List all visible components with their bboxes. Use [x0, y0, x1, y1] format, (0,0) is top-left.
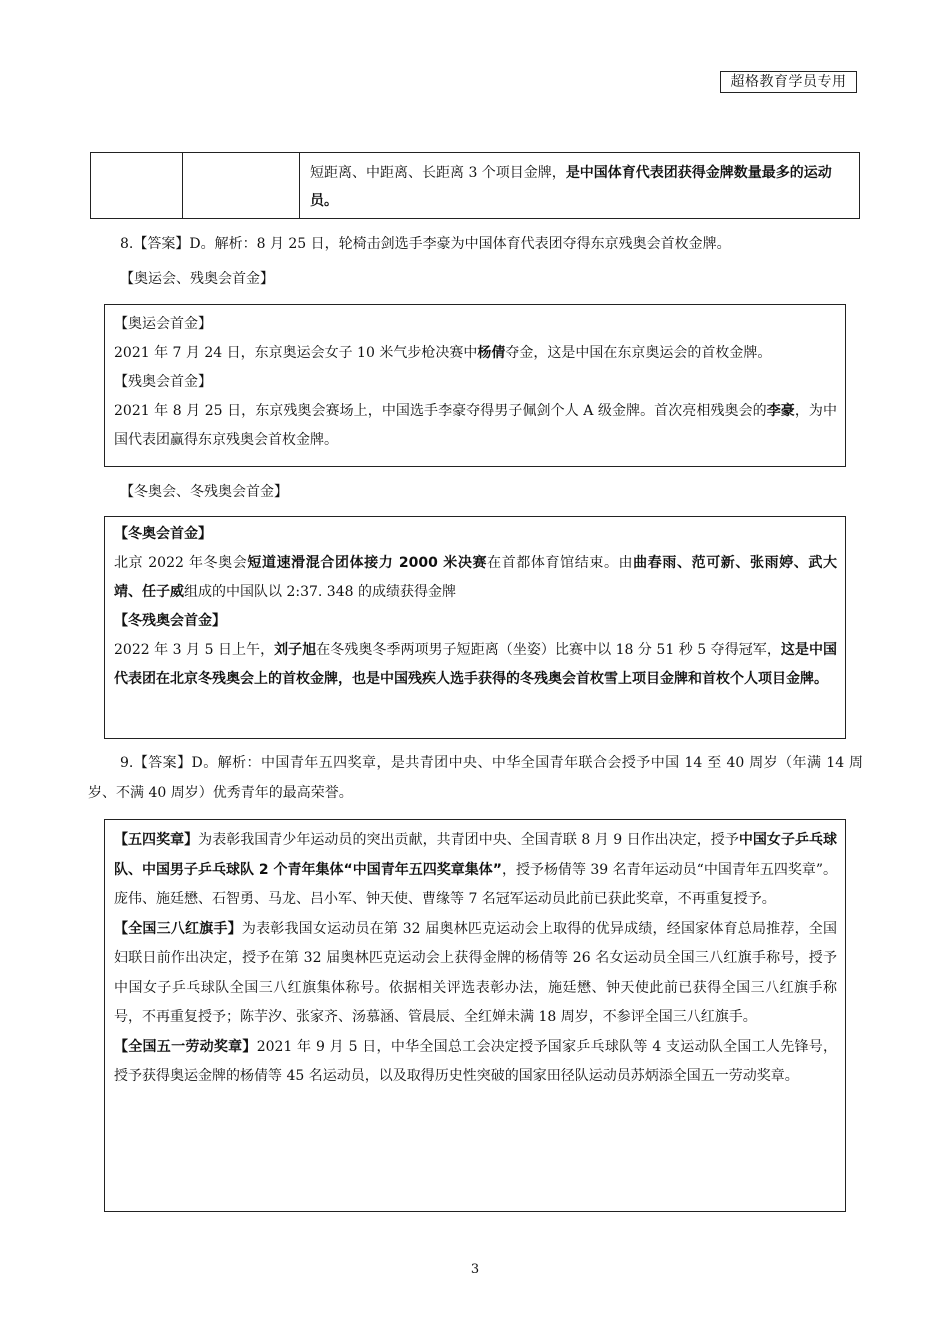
- winter-para-text-d: 这是中国代表团在北京冬残奥会上的首枚金牌，也是中国残疾人选手获得的冬残奥会首枚雪上项目金牌和首枚个人项目金牌。: [114, 642, 837, 687]
- paralympic-gold-heading: 【残奥会首金】: [114, 374, 212, 390]
- table-cell-empty-1: [91, 153, 183, 218]
- wuyi-medal-title: 【全国五一劳动奖章】: [114, 1038, 257, 1055]
- winter-para-text-b: 刘子旭: [274, 642, 317, 658]
- table-cell-text: [300, 153, 859, 218]
- paralympic-text-c: ，为中国代表团赢得东京残奥会首枚金牌。: [114, 403, 837, 448]
- q8-winter-box: [104, 516, 846, 739]
- winter-gold-heading: 【冬奥会首金】: [114, 526, 212, 542]
- q8-section-title: 【奥运会、残奥会首金】: [120, 271, 274, 287]
- sanba-title: 【全国三八红旗手】: [114, 920, 242, 937]
- table-text-plain: 短距离、中距离、长距离 3 个项目金牌，: [310, 165, 566, 181]
- q9-answer: 9.【答案】D。解析：中国青年五四奖章，是共青团中央、中华全国青年联合会授予中国 14 至 40 周岁（年满 14 周岁、不满 40 周岁）优秀青年的最高荣誉。: [88, 755, 863, 801]
- winter-text-d: 曲春雨、范可新、张雨婷、武大靖、任子威: [114, 555, 838, 600]
- olympic-text-b: 杨倩: [477, 345, 506, 361]
- winter-text-e: 组成的中国队以 2:37. 348 的成绩获得金牌: [184, 584, 456, 600]
- q9-awards-box: [104, 819, 846, 1212]
- continued-table-row: [90, 152, 860, 219]
- winter-para-gold-heading: 【冬残奥会首金】: [114, 613, 226, 629]
- winter-text-a: 北京 2022 年冬奥会: [114, 555, 248, 571]
- q8-answer: 8.【答案】D。解析：8 月 25 日，轮椅击剑选手李豪为中国体育代表团夺得东京残奥会首枚金牌。: [120, 236, 731, 252]
- winter-text-c: 在首都体育馆结束。由: [487, 555, 634, 571]
- winter-text-b: 短道速滑混合团体接力 2000 米决赛: [247, 555, 488, 571]
- wusi-text-b: 中国女子乒乓球队、中国男子乒乓球队 2 个青年集体“中国青年五四奖章集体”: [114, 832, 838, 878]
- winter-para-text-a: 2022 年 3 月 5 日上午，: [114, 642, 275, 658]
- paralympic-text-a: 2021 年 8 月 25 日，东京残奥会赛场上，中国选手李豪夺得男子佩剑个人 A 级金牌。首次亮相残奥会的: [114, 403, 767, 419]
- paralympic-gold-text: [114, 397, 837, 455]
- page-number: 3: [470, 1262, 480, 1277]
- q8-section-title-2: 【冬奥会、冬残奥会首金】: [120, 484, 288, 500]
- table-cell-empty-2: [183, 153, 300, 218]
- wusi-medal-text: [114, 826, 837, 915]
- olympic-gold-text: [114, 339, 837, 368]
- wusi-medal-title: 【五四奖章】: [114, 832, 199, 848]
- winter-gold-text: [114, 549, 837, 607]
- wuyi-text-a: 2021 年 9 月 5 日，中华全国总工会决定授予国家乒乓球队等 4 支运动队全国工人先锋号，授予获得奥运金牌的杨倩等 45 名运动员，以及取得历史性突破的国家田径队运动员苏炳添全国五一劳动奖章。: [114, 1038, 838, 1084]
- winter-para-text-c: 在冬残奥冬季两项男子短距离（坐姿）比赛中以 18 分 51 秒 5 夺得冠军，: [316, 642, 781, 658]
- q8-olympic-box: [104, 304, 846, 467]
- olympic-text-a: 2021 年 7 月 24 日，东京奥运会女子 10 米气步枪决赛中: [114, 345, 478, 361]
- header-tag: 超格教育学员专用: [720, 71, 857, 93]
- sanba-text: [114, 915, 837, 1033]
- wusi-text-a: 为表彰我国青少年运动员的突出贡献，共青团中央、全国青联 8 月 9 日作出决定，授予: [198, 832, 739, 848]
- olympic-text-c: 夺金，这是中国在东京奥运会的首枚金牌。: [505, 345, 772, 361]
- paralympic-text-b: 李豪: [766, 403, 795, 419]
- olympic-gold-heading: 【奥运会首金】: [114, 316, 212, 332]
- wuyi-medal-text: [114, 1033, 837, 1092]
- sanba-text-a: 为表彰我国女运动员在第 32 届奥林匹克运动会上取得的优异成绩，经国家体育总局推荐，全国妇联日前作出决定，授予在第 32 届奥林匹克运动会上获得金牌的杨倩等 26 名女运动员全国三八红旗手称号，授予中国女子乒乓球队全国三八红旗集体称号。依据相关评选表彰办法，施廷懋、钟天使此前已获得全国三八红旗手称号，不再重复授予；陈芋汐、张家齐、汤慕涵、管晨辰、全红婵未满 18 周岁，不参评全国三八红旗手。: [114, 920, 838, 1025]
- wusi-text-c: ，授予杨倩等 39 名青年运动员“中国青年五四奖章”。庞伟、施廷懋、石智勇、马龙、吕小军、钟天使、曹缘等 7 名冠军运动员此前已获此奖章，不再重复授予。: [114, 861, 838, 907]
- winter-para-gold-text: [114, 636, 837, 694]
- table-text-bold: 是中国体育代表团获得金牌数量最多的运动员。: [310, 165, 832, 209]
